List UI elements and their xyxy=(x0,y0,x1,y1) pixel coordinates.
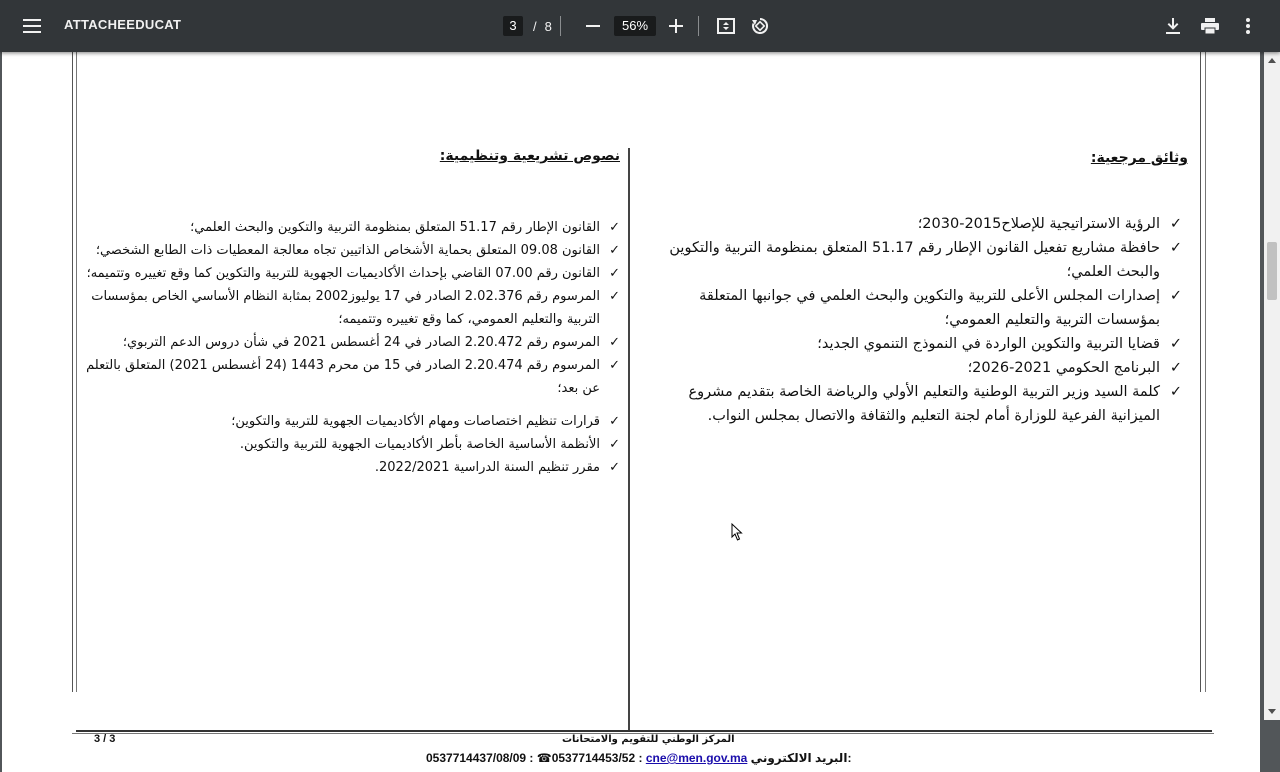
list-item: ✓ القانون 09.08 المتعلق بحماية الأشخاص الذاتيين تجاه معالجة المعطيات ذات الطابع الشخصي؛ xyxy=(75,239,620,262)
current-page-input[interactable]: 3 xyxy=(503,16,523,36)
footer-organization: المركز الوطني للتقويم والامتحانات xyxy=(562,734,735,745)
zoom-in-icon[interactable] xyxy=(660,10,692,42)
zoom-level-input[interactable]: 56% xyxy=(614,16,656,36)
check-icon: ✓ xyxy=(609,289,620,304)
footer-page-number: 3 / 3 xyxy=(94,733,116,745)
column-divider xyxy=(628,148,630,730)
more-vert-icon[interactable] xyxy=(1232,10,1264,42)
menu-icon[interactable] xyxy=(16,10,48,42)
check-icon: ✓ xyxy=(609,335,620,350)
footer-contact xyxy=(426,751,851,765)
legislative-texts-heading: نصوص تشريعية وتنظيمية: xyxy=(439,148,620,164)
reference-documents-list xyxy=(635,212,1182,428)
check-icon: ✓ xyxy=(1169,360,1182,376)
list-item: ✓ إصدارات المجلس الأعلى للتربية والتكوين والبحث العلمي في جوانبها المتعلقة بمؤسسات التربية والتعليم العمومي؛ xyxy=(635,284,1182,332)
legislative-texts-list xyxy=(75,216,620,479)
toolbar-divider xyxy=(560,16,561,36)
scrollbar-thumb[interactable] xyxy=(1267,242,1277,300)
list-item: ✓ كلمة السيد وزير التربية الوطنية والتعليم الأولي والرياضة الخاصة بتقديم مشروع الميزانية الفرعية للوزارة أمام لجنة التعليم والثقافة والاتصال بمجلس النواب. xyxy=(635,380,1182,428)
check-icon: ✓ xyxy=(609,266,620,281)
check-icon: ✓ xyxy=(1169,216,1182,232)
list-item: ✓ مقرر تنظيم السنة الدراسية 2022/2021. xyxy=(75,456,620,479)
list-item: ✓ الأنظمة الأساسية الخاصة بأطر الأكاديميات الجهوية للتربية والتكوين. xyxy=(75,433,620,456)
hand-cursor-icon xyxy=(731,523,745,546)
list-item: ✓ المرسوم رقم 2.20.474 الصادر في 15 من محرم 1443 (24 أغسطس 2021) المتعلق بالتعلم عن بعد؛ xyxy=(75,354,620,400)
list-item: ✓ حافظة مشاريع تفعيل القانون الإطار رقم 51.17 المتعلق بمنظومة التربية والتكوين والبحث العلمي؛ xyxy=(635,236,1182,284)
scroll-up-arrow-icon[interactable] xyxy=(1268,58,1276,63)
list-item: ✓ البرنامج الحكومي 2021-2026؛ xyxy=(635,356,1182,380)
page-border xyxy=(72,52,73,692)
list-item: ✓ المرسوم رقم 2.20.472 الصادر في 24 أغسطس 2021 في شأن دروس الدعم التربوي؛ xyxy=(75,331,620,354)
footer-phones: 0537714437/08/09 : ☎0537714453/52 : xyxy=(426,751,643,765)
page-border xyxy=(1200,52,1201,692)
list-item: ✓ قضايا التربية والتكوين الواردة في النموذج التنموي الجديد؛ xyxy=(635,332,1182,356)
footer-email-label: البريد الالكتروني: xyxy=(750,751,852,765)
document-title: ATTACHEEDUCAT xyxy=(64,17,182,32)
fit-page-icon[interactable] xyxy=(710,10,742,42)
download-icon[interactable] xyxy=(1157,10,1189,42)
pdf-page xyxy=(2,12,1260,772)
footer-email-link[interactable]: cne@men.gov.ma xyxy=(645,751,748,765)
check-icon: ✓ xyxy=(609,437,620,452)
toolbar-divider xyxy=(698,16,699,36)
zoom-out-icon[interactable] xyxy=(577,10,609,42)
rotate-icon[interactable] xyxy=(744,10,776,42)
check-icon: ✓ xyxy=(609,414,620,429)
total-pages: 8 xyxy=(544,18,552,34)
check-icon: ✓ xyxy=(1169,384,1182,400)
list-spacer xyxy=(75,400,620,410)
check-icon: ✓ xyxy=(1169,240,1182,256)
page-bottom-border xyxy=(76,730,1212,732)
page-selector xyxy=(503,16,552,36)
pdf-toolbar xyxy=(0,0,1280,52)
check-icon: ✓ xyxy=(1169,288,1182,304)
check-icon: ✓ xyxy=(609,220,620,235)
reference-documents-heading: وثائق مرجعية: xyxy=(1090,150,1188,166)
pdf-viewer[interactable] xyxy=(0,52,1264,765)
check-icon: ✓ xyxy=(609,358,620,373)
vertical-scrollbar[interactable] xyxy=(1264,52,1280,720)
page-separator: / xyxy=(533,18,537,34)
list-item: ✓ قرارات تنظيم اختصاصات ومهام الأكاديميات الجهوية للتربية والتكوين؛ xyxy=(75,410,620,433)
check-icon: ✓ xyxy=(1169,336,1182,352)
list-item: ✓ القانون رقم 07.00 القاضي بإحداث الأكاديميات الجهوية للتربية والتكوين كما وقع تغييره وتتميمه؛ xyxy=(75,262,620,285)
page-border xyxy=(1205,52,1206,692)
list-item: ✓ الرؤية الاستراتيجية للإصلاح2015-2030؛ xyxy=(635,212,1182,236)
scroll-down-arrow-icon[interactable] xyxy=(1268,709,1276,714)
check-icon: ✓ xyxy=(609,243,620,258)
list-item: ✓ المرسوم رقم 2.02.376 الصادر في 17 يوليوز2002 بمثابة النظام الأساسي الخاص بمؤسسات التربية والتعليم العمومي، كما وقع تغييره وتتميمه؛ xyxy=(75,285,620,331)
check-icon: ✓ xyxy=(609,460,620,475)
print-icon[interactable] xyxy=(1194,10,1226,42)
list-item: ✓ القانون الإطار رقم 51.17 المتعلق بمنظومة التربية والتكوين والبحث العلمي؛ xyxy=(75,216,620,239)
